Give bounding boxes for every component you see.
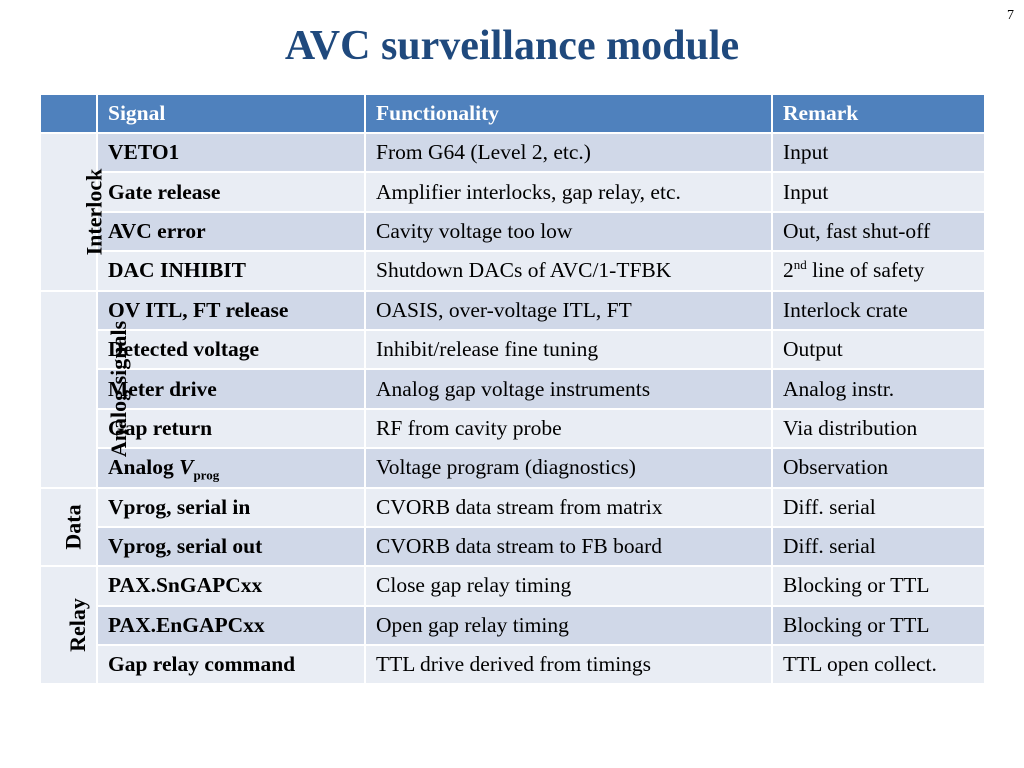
remark-cell: Out, fast shut-off	[772, 212, 985, 251]
signal-cell: VETO1	[97, 133, 365, 172]
signal-prefix: Analog	[108, 455, 180, 480]
functionality-cell: Open gap relay timing	[365, 606, 772, 645]
remark-cell: Observation	[772, 448, 985, 487]
functionality-cell: TTL drive derived from timings	[365, 645, 772, 684]
functionality-cell: CVORB data stream to FB board	[365, 527, 772, 566]
page-number: 7	[1007, 8, 1014, 23]
table-row	[40, 369, 985, 408]
functionality-cell: Inhibit/release fine tuning	[365, 330, 772, 369]
signal-cell: Gap relay command	[97, 645, 365, 684]
remark-cell: Input	[772, 172, 985, 211]
group-label: Interlock	[81, 168, 107, 256]
remark-cell: Via distribution	[772, 409, 985, 448]
header-group	[40, 94, 97, 133]
table-row	[40, 488, 985, 527]
signal-cell: Meter drive	[97, 369, 365, 408]
remark-cell: Interlock crate	[772, 291, 985, 330]
remark-cell: Blocking or TTL	[772, 566, 985, 605]
signal-italic: V	[179, 455, 194, 480]
table-row	[40, 172, 985, 211]
remark-cell: Blocking or TTL	[772, 606, 985, 645]
functionality-cell: Close gap relay timing	[365, 566, 772, 605]
table-row	[40, 133, 985, 172]
signal-cell	[97, 448, 365, 487]
signal-cell: DAC INHIBIT	[97, 251, 365, 290]
table-row	[40, 606, 985, 645]
group-label: Relay	[64, 598, 90, 653]
signal-table	[39, 93, 986, 685]
remark-prefix: 2	[783, 258, 794, 283]
remark-cell: Analog instr.	[772, 369, 985, 408]
table-row	[40, 212, 985, 251]
table-row	[40, 448, 985, 487]
remark-cell: Input	[772, 133, 985, 172]
remark-cell: Output	[772, 330, 985, 369]
table-row	[40, 251, 985, 290]
signal-cell: PAX.SnGAPCxx	[97, 566, 365, 605]
table-row	[40, 645, 985, 684]
remark-cell: Diff. serial	[772, 527, 985, 566]
functionality-cell: Cavity voltage too low	[365, 212, 772, 251]
signal-cell: PAX.EnGAPCxx	[97, 606, 365, 645]
table-header-row	[40, 94, 985, 133]
remark-cell	[772, 251, 985, 290]
group-interlock	[40, 133, 107, 291]
functionality-cell: Amplifier interlocks, gap relay, etc.	[365, 172, 772, 211]
header-signal: Signal	[97, 94, 365, 133]
remark-cell: TTL open collect.	[772, 645, 985, 684]
remark-cell: Diff. serial	[772, 488, 985, 527]
table-row	[40, 409, 985, 448]
signal-subscript: prog	[193, 467, 220, 483]
functionality-cell: Analog gap voltage instruments	[365, 369, 772, 408]
functionality-cell: OASIS, over-voltage ITL, FT	[365, 291, 772, 330]
signal-cell: OV ITL, FT release	[97, 291, 365, 330]
signal-cell: Gap return	[97, 409, 365, 448]
table-row	[40, 291, 985, 330]
functionality-cell: Shutdown DACs of AVC/1-TFBK	[365, 251, 772, 290]
signal-cell: Vprog, serial in	[97, 488, 365, 527]
table-row	[40, 527, 985, 566]
remark-suffix: line of safety	[806, 258, 925, 283]
signal-cell: Detected voltage	[97, 330, 365, 369]
functionality-cell: Voltage program (diagnostics)	[365, 448, 772, 487]
header-functionality: Functionality	[365, 94, 772, 133]
header-remark: Remark	[772, 94, 985, 133]
signal-cell: Gate release	[97, 172, 365, 211]
group-label: Analog signals	[106, 320, 132, 458]
signal-cell: AVC error	[97, 212, 365, 251]
functionality-cell: RF from cavity probe	[365, 409, 772, 448]
slide-title: AVC surveillance module	[284, 23, 740, 69]
group-label: Data	[60, 504, 86, 550]
table-row	[40, 566, 985, 605]
table-row	[40, 330, 985, 369]
functionality-cell: From G64 (Level 2, etc.)	[365, 133, 772, 172]
group-analog-signals	[40, 291, 132, 488]
group-relay	[40, 566, 97, 684]
functionality-cell: CVORB data stream from matrix	[365, 488, 772, 527]
group-data	[40, 488, 97, 567]
remark-superscript: nd	[793, 257, 807, 273]
signal-cell: Vprog, serial out	[97, 527, 365, 566]
